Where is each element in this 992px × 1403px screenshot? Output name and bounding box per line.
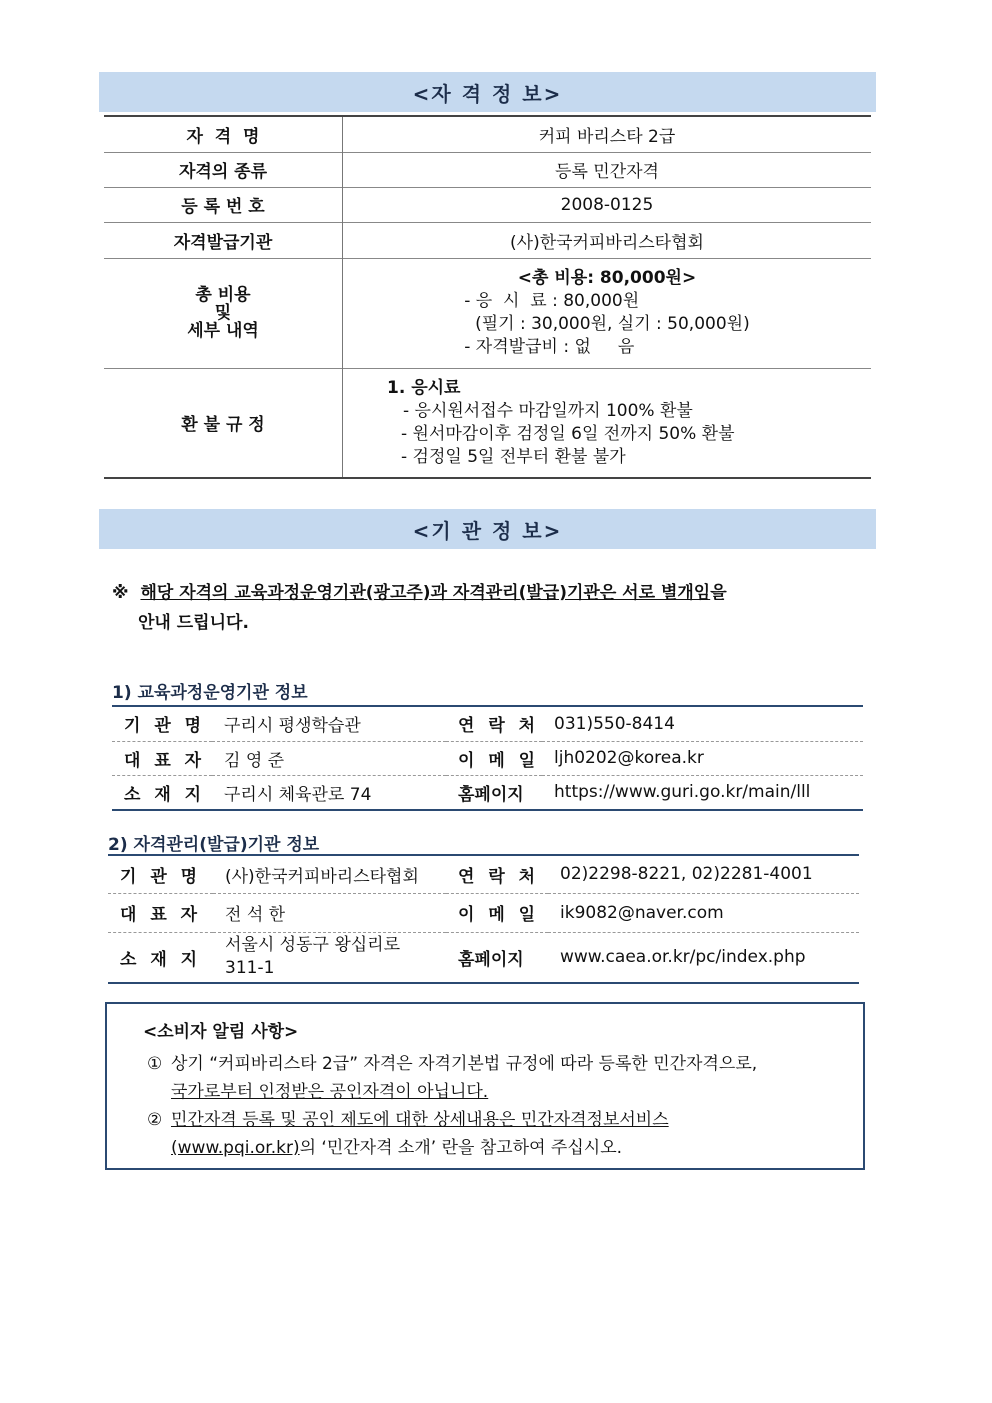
cost-total: <총 비용: 80,000원> [517, 268, 697, 288]
mgmt-homepage-value: www.caea.or.kr/pc/index.php [560, 947, 806, 968]
consumer-notice-box [105, 1002, 865, 1170]
edu-contact-label: 연 락 처 [458, 716, 540, 737]
cost-label-line: 세부 내역 [187, 321, 259, 341]
item-number: ① [147, 1054, 163, 1074]
notice-line: 안내 드립니다. [138, 613, 249, 633]
qualification-table [104, 115, 871, 479]
item-line [171, 1134, 669, 1162]
mgmt-address-label: 소 재 지 [120, 949, 202, 970]
edu-contact-value: 031)550-8414 [554, 713, 675, 734]
refund-title: 1. 응시료 [387, 377, 461, 398]
item-tail: 의 ‘민간자격 소개’ 란을 참고하여 주십시오. [299, 1138, 623, 1158]
table-row [104, 116, 871, 152]
mgmt-email-label: 이 메 일 [458, 905, 540, 925]
mgmt-name-value: (사)한국커피바리스타협회 [225, 866, 419, 887]
table-row [104, 152, 871, 187]
cost-exam-breakdown: (필기 : 30,000원, 실기 : 50,000원) [464, 314, 750, 334]
edu-representative-value: 김 영 준 [224, 750, 285, 771]
pqi-link[interactable]: (www.pqi.or.kr) [171, 1138, 300, 1158]
consumer-notice-title: <소비자 알림 사항> [143, 1022, 299, 1042]
mgmt-contact-value: 02)2298-8221, 02)2281-4001 [560, 864, 813, 885]
reference-mark: ※ [112, 583, 129, 603]
table-row [108, 932, 859, 983]
qualification-name-value: 커피 바리스타 2급 [538, 126, 676, 147]
refund-policy-label: 환 불 규 정 [104, 368, 343, 478]
management-institution-title: 2) 자격관리(발급)기관 정보 [108, 835, 320, 855]
cost-issue-fee: - 자격발급비 : 없 음 [464, 337, 635, 357]
total-cost-label [104, 258, 343, 368]
mgmt-address-value [213, 932, 446, 983]
table-row [104, 368, 871, 478]
item-number: ② [147, 1110, 163, 1130]
table-row [108, 855, 859, 893]
table-row [112, 706, 863, 741]
mgmt-email-value: ik9082@naver.com [560, 902, 724, 923]
cost-exam-fee: - 응 시 료 : 80,000원 [464, 291, 640, 311]
item-text [171, 1106, 669, 1162]
cost-details [464, 267, 749, 359]
edu-homepage-value: https://www.guri.go.kr/main/lll [554, 782, 811, 803]
mgmt-contact-label: 연 락 처 [458, 866, 540, 887]
notice-underlined-text: 해당 자격의 교육과정운영기관(광고주)과 자격관리(발급)기관은 서로 별개임 [140, 583, 711, 603]
table-row [104, 258, 871, 368]
edu-email-value: ljh0202@korea.kr [554, 748, 704, 768]
refund-rule: - 응시원서접수 마감일까지 100% 환불 [403, 400, 693, 421]
cost-label-line: 및 [214, 303, 232, 323]
education-institution-title: 1) 교육과정운영기관 정보 [112, 683, 308, 703]
qualification-type-label: 자격의 종류 [104, 152, 343, 187]
management-institution-table [108, 854, 859, 984]
edu-name-value: 구리시 평생학습관 [224, 716, 361, 737]
refund-rule: - 원서마감이후 검정일 6일 전까지 50% 환불 [401, 423, 735, 444]
mgmt-name-label: 기 관 명 [120, 866, 202, 887]
registration-number-value: 2008-0125 [560, 194, 654, 215]
institution-info-banner: <기 관 정 보> [99, 509, 876, 549]
separation-notice [112, 578, 832, 638]
issuing-agency-value: (사)한국커피바리스타협회 [510, 232, 704, 253]
notice-tail-text: 을 [710, 583, 727, 603]
education-institution-table [112, 705, 863, 811]
address-line: 서울시 성동구 왕십리로 [225, 935, 401, 956]
edu-homepage-label: 홈페이지 [458, 784, 524, 805]
item-line: 상기 “커피바리스타 2급” 자격은 자격기본법 규정에 따라 등록한 민간자격으로, [171, 1054, 758, 1074]
qualification-info-banner: <자 격 정 보> [99, 72, 876, 112]
item-line: 국가로부터 인정받은 공인자격이 아닙니다. [171, 1082, 489, 1102]
table-row [112, 775, 863, 810]
notice-line [112, 578, 832, 608]
item-line: 민간자격 등록 및 공인 제도에 대한 상세내용은 민간자격정보서비스 [171, 1110, 669, 1130]
issuing-agency-label: 자격발급기관 [104, 222, 343, 258]
table-row [104, 187, 871, 222]
consumer-notice-item [143, 1106, 863, 1162]
consumer-notice-item [143, 1050, 863, 1106]
mgmt-representative-value: 전 석 한 [225, 905, 286, 925]
edu-name-label: 기 관 명 [124, 716, 206, 737]
refund-rule: - 검정일 5일 전부터 환불 불가 [401, 446, 626, 467]
edu-representative-label: 대 표 자 [124, 750, 206, 771]
qualification-name-label: 자 격 명 [104, 116, 343, 152]
mgmt-homepage-label: 홈페이지 [458, 949, 524, 970]
item-text [171, 1050, 757, 1106]
edu-address-label: 소 재 지 [124, 784, 206, 805]
refund-details [343, 377, 871, 469]
edu-email-label: 이 메 일 [458, 750, 540, 771]
table-row [108, 893, 859, 932]
total-cost-value [343, 258, 872, 368]
registration-number-label: 등 록 번 호 [104, 187, 343, 222]
qualification-type-value: 등록 민간자격 [555, 162, 659, 182]
cost-label-line: 총 비용 [195, 285, 251, 305]
refund-policy-value [343, 368, 872, 478]
address-line: 311-1 [225, 958, 275, 979]
table-row [112, 741, 863, 775]
edu-address-value: 구리시 체육관로 74 [224, 784, 372, 805]
mgmt-representative-label: 대 표 자 [120, 905, 202, 925]
table-row [104, 222, 871, 258]
